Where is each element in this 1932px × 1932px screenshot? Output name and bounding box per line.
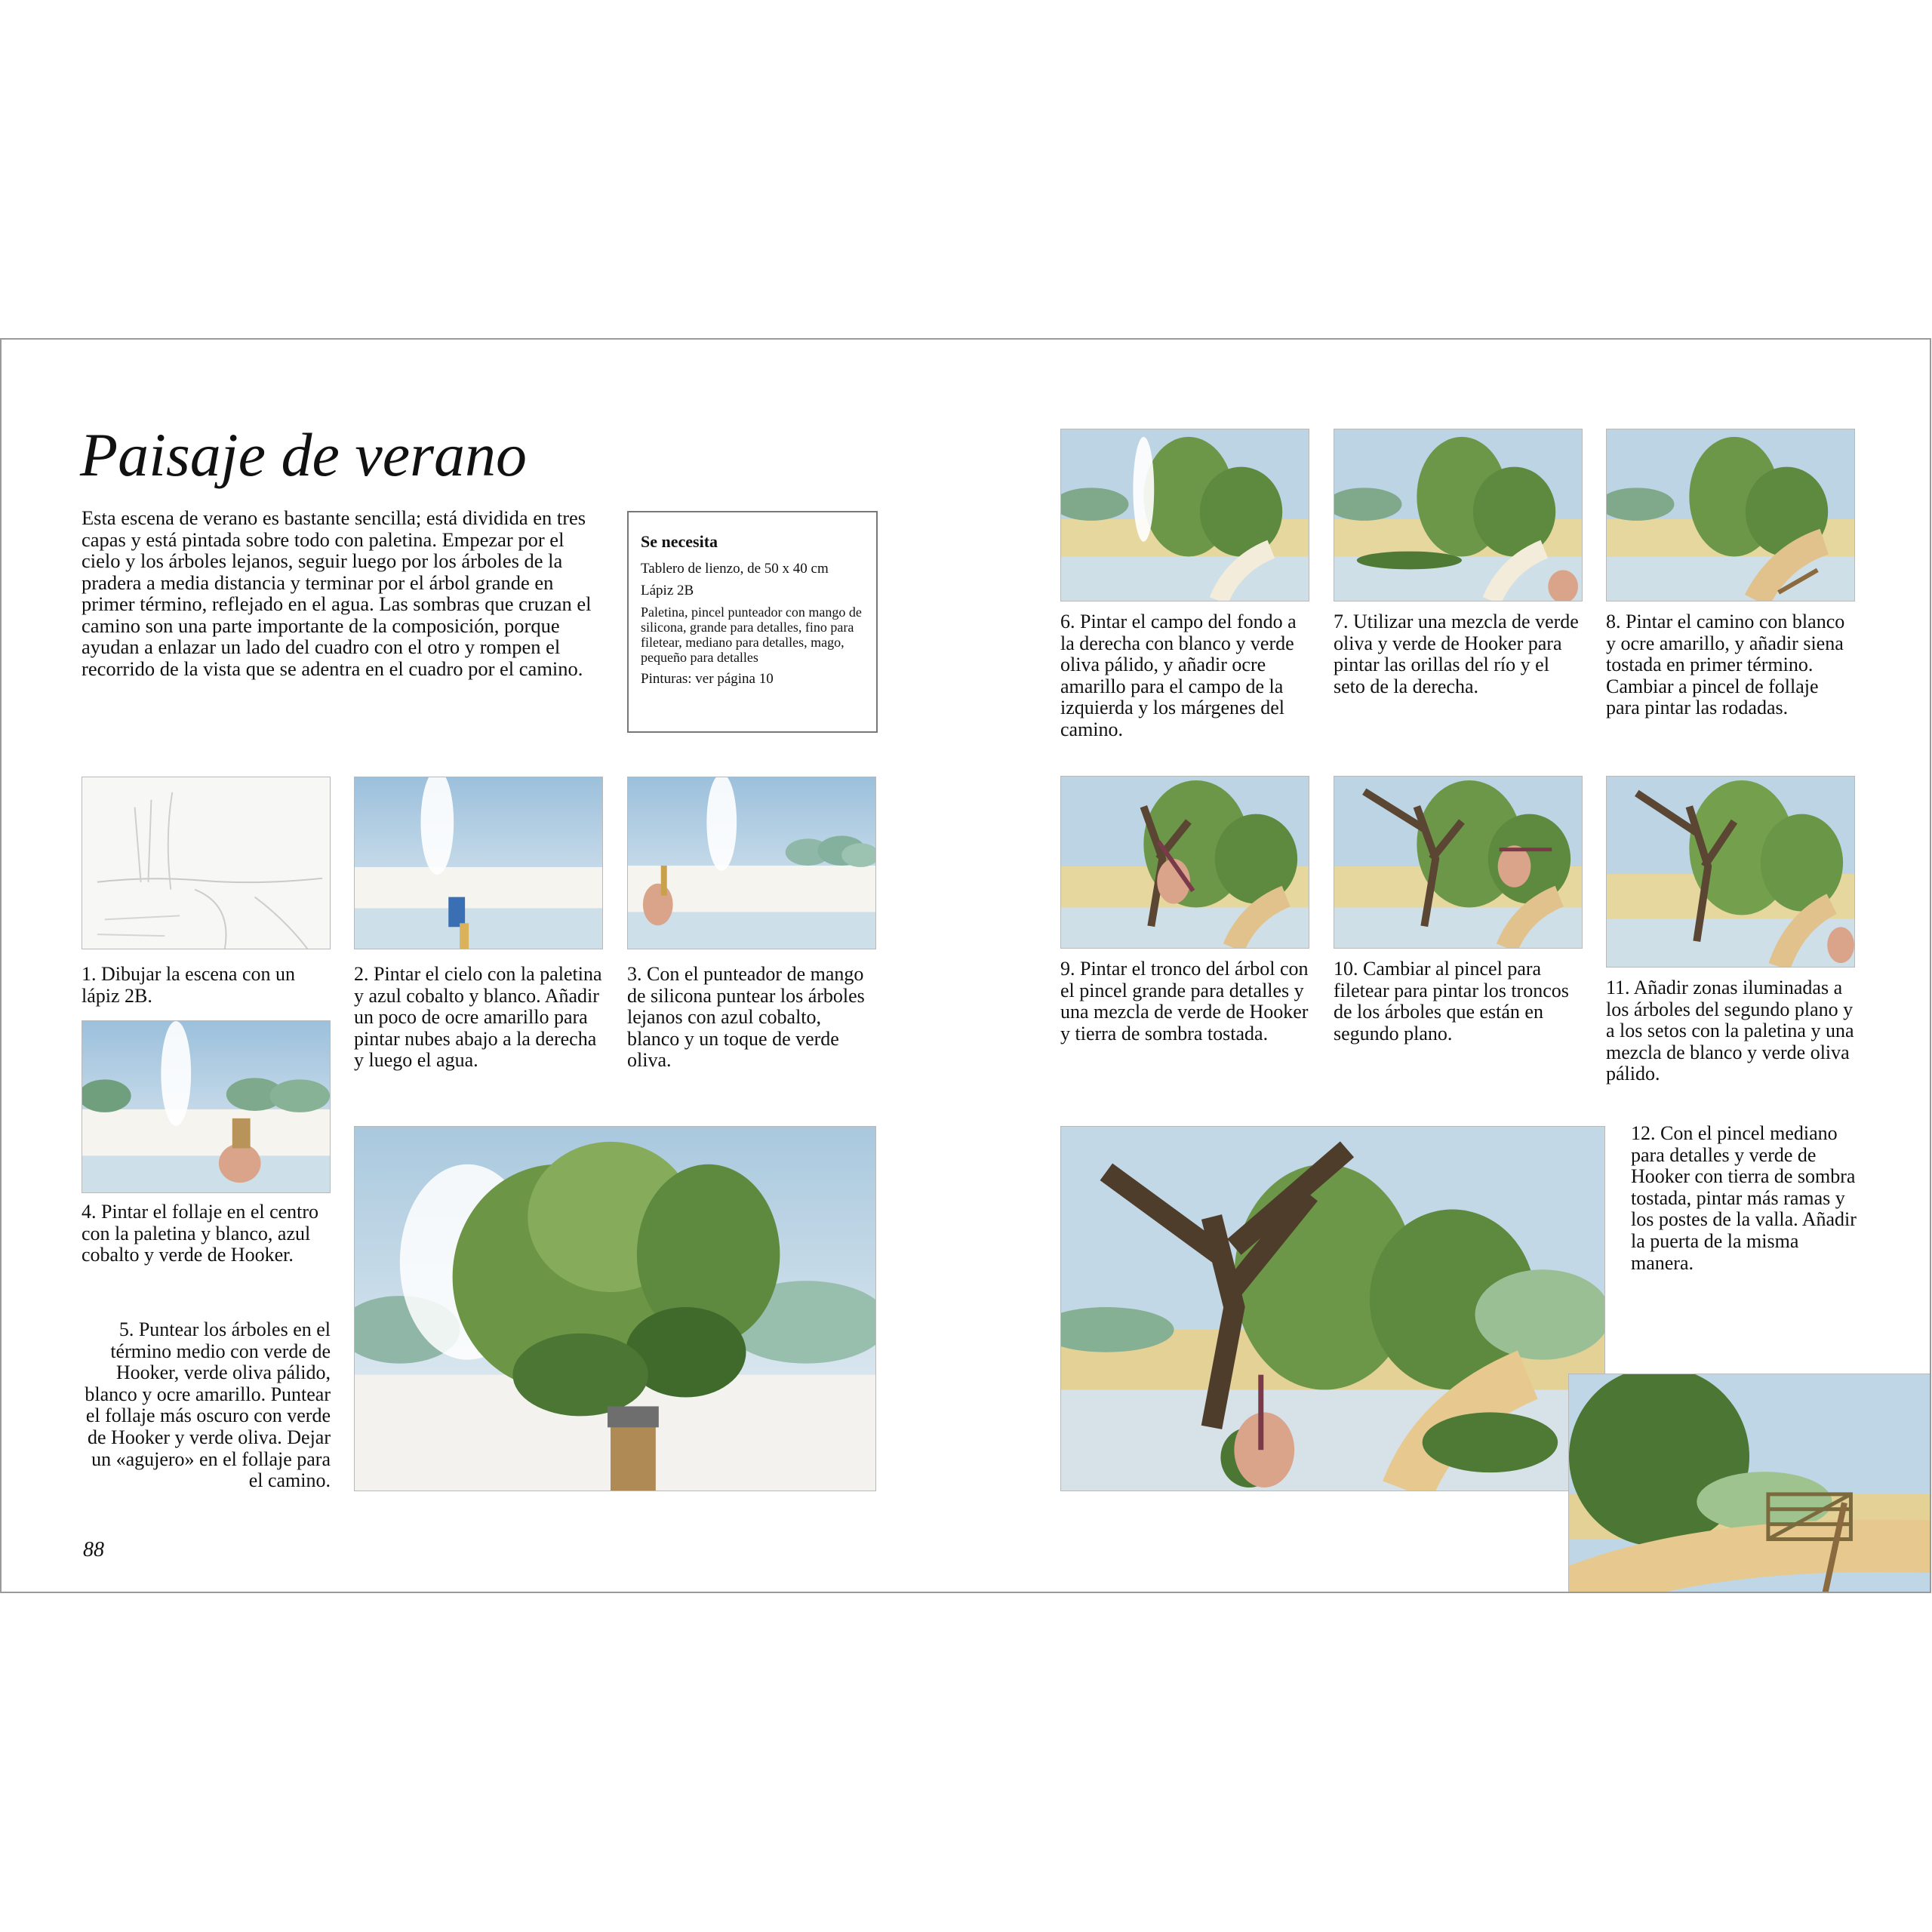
- page-number: 88: [83, 1538, 104, 1561]
- step-6-caption: 6. Pintar el campo del fondo a la derecha con blanco y verde oliva pálido, y añadir ocre amarillo para el campo de la izquierda y los márgenes del camino.: [1060, 611, 1297, 740]
- step-7-caption: 7. Utilizar una mezcla de verde oliva y verde de Hooker para pintar las orillas del río y el seto de la derecha.: [1334, 611, 1579, 697]
- step-2-image: [354, 777, 603, 949]
- step-6-image: [1060, 429, 1309, 601]
- step-2-caption: 2. Pintar el cielo con la paletina y azul cobalto y blanco. Añadir un poco de ocre amarillo para pintar nubes abajo a la derecha y luego el agua.: [354, 963, 602, 1072]
- materials-item: Tablero de lienzo, de 50 x 40 cm: [641, 561, 829, 577]
- step-1-image: [82, 777, 331, 949]
- step-9-image: [1060, 776, 1309, 949]
- step-3-caption: 3. Con el punteador de mango de silicona puntear los árboles lejanos con azul cobalto, blanco y un toque de verde oliva.: [627, 963, 865, 1072]
- step-9-caption: 9. Pintar el tronco del árbol con el pincel grande para detalles y una mezcla de verde de Hooker y tierra de sombra tostada.: [1060, 958, 1309, 1044]
- step-8-image: [1606, 429, 1855, 601]
- materials-item: Paletina, pincel punteador con mango de silicona, grande para detalles, fino para filetear, mediano para detalles, mago, pequeño para detalles: [641, 605, 862, 665]
- materials-heading: Se necesita: [641, 532, 718, 551]
- detail-gate-image: [1568, 1374, 1931, 1593]
- book-spread: [0, 338, 1931, 1593]
- step-5-image: [354, 1126, 876, 1491]
- step-12-image: [1060, 1126, 1605, 1491]
- step-11-image: [1606, 776, 1855, 968]
- materials-item: Lápiz 2B: [641, 583, 694, 598]
- step-12-caption: 12. Con el pincel mediano para detalles y verde de Hooker con tierra de sombra tostada, pintar más ramas y los postes de la valla. Añadir la puerta de la misma manera.: [1631, 1122, 1857, 1274]
- step-10-caption: 10. Cambiar al pincel para filetear para pintar los troncos de los árboles que están en segundo plano.: [1334, 958, 1569, 1044]
- step-3-image: [627, 777, 876, 949]
- step-10-image: [1334, 776, 1583, 949]
- step-1-caption: 1. Dibujar la escena con un lápiz 2B.: [82, 963, 296, 1007]
- page-title: Paisaje de verano: [80, 420, 528, 489]
- step-8-caption: 8. Pintar el camino con blanco y ocre amarillo, y añadir siena tostada en primer término. Cambiar a pincel de follaje para pintar las rodadas.: [1606, 611, 1845, 719]
- step-5-caption: 5. Puntear los árboles en el término medio con verde de Hooker, verde oliva pálido, blanco y ocre amarillo. Puntear el follaje más oscuro con verde de Hooker y verde oliva. Dejar un «agujero» en el follaje para el camino.: [85, 1318, 331, 1492]
- materials-box: [627, 511, 878, 733]
- intro-paragraph: Esta escena de verano es bastante sencilla; está dividida en tres capas y está pintada sobre todo con paletina. Empezar por el cielo y los árboles lejanos, seguir luego por los árboles de la pradera a media distancia y terminar por el árbol grande en primer término, reflejado en el agua. Las sombras que cruzan el camino son una parte importante de la composición, porque ayudan a enlazar un lado del cuadro con el otro y rompen el recorrido de la vista que se adentra en el cuadro por el camino.: [82, 506, 592, 680]
- materials-item: Pinturas: ver página 10: [641, 671, 774, 687]
- step-11-caption: 11. Añadir zonas iluminadas a los árboles del segundo plano y a los setos con la paletina y una mezcla de blanco y verde oliva pálido.: [1606, 977, 1854, 1085]
- step-4-image: [82, 1020, 331, 1193]
- step-7-image: [1334, 429, 1583, 601]
- step-4-caption: 4. Pintar el follaje en el centro con la paletina y blanco, azul cobalto y verde de Hooker.: [82, 1201, 319, 1266]
